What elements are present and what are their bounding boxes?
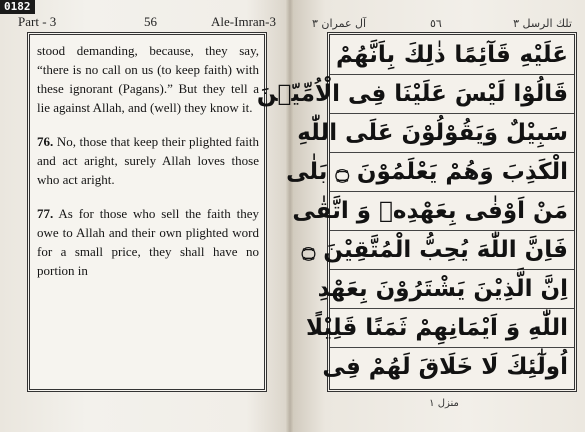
arabic-line: اللّٰهِ وَ اَيْمَانِهِمْ ثَمَنًا قَلِيْلًا xyxy=(330,309,574,348)
arabic-line: الْكَذِبَ وَهُمْ يَعْلَمُوْنَ ۝ بَلٰى xyxy=(330,153,574,192)
arabic-line: مَنْ اَوْفٰى بِعَهْدِهٖ وَ اتَّقٰى xyxy=(330,192,574,231)
left-page-header xyxy=(18,14,276,30)
right-page-header xyxy=(300,16,578,32)
arabic-line: اُولٰٓئِكَ لَا خَلَاقَ لَهُمْ فِى xyxy=(322,354,568,380)
verse-number: 76. xyxy=(37,134,54,149)
translation-paragraph xyxy=(37,204,259,280)
translation-paragraph xyxy=(37,132,259,189)
page-number: 56 xyxy=(144,14,157,29)
arabic-surah-label: آل عمران ٣ xyxy=(312,17,367,30)
arabic-line: سَبِيْلٌ وَيَقُوْلُوْنَ عَلَى اللّٰهِ xyxy=(330,114,574,153)
juz-label: تلك الرسل ٣ xyxy=(513,17,572,30)
verse-number: 77. xyxy=(37,206,54,221)
arabic-page-number: ٥٦ xyxy=(430,17,442,30)
translation-text xyxy=(37,41,259,295)
verse-text: No, those that keep their plighted faith and act aright, surely Allah loves those who act aright. xyxy=(37,134,259,187)
arabic-line: عَلَيْهِ قَآئِمًا ذٰلِكَ بِاَنَّهُمْ xyxy=(330,36,574,75)
verse-text: As for those who sell the faith they owe to Allah and their own plighted word for a small price, they shall have no portion in xyxy=(37,206,259,278)
surah-label: Ale-Imran-3 xyxy=(211,14,276,29)
page-id-tag: 0182 xyxy=(0,0,35,14)
arabic-line: فَاِنَّ اللّٰهَ يُحِبُّ الْمُتَّقِيْنَ ۝ xyxy=(330,231,574,270)
arabic-line: اِنَّ الَّذِيْنَ يَشْتَرُوْنَ بِعَهْدِ xyxy=(330,270,574,309)
translation-paragraph: stood demanding, because, they say, “there is no call on us (to keep faith) with these ignorant (Pagans).” But they tell a lie against Allah, and (well) they know it. xyxy=(37,43,259,115)
manzil-footer: منزل ١ xyxy=(429,398,459,409)
arabic-line: قَالُوْا لَيْسَ عَلَيْنَا فِى الْاُمِّيّٖنَ xyxy=(330,75,574,114)
part-label: Part - 3 xyxy=(18,14,57,29)
